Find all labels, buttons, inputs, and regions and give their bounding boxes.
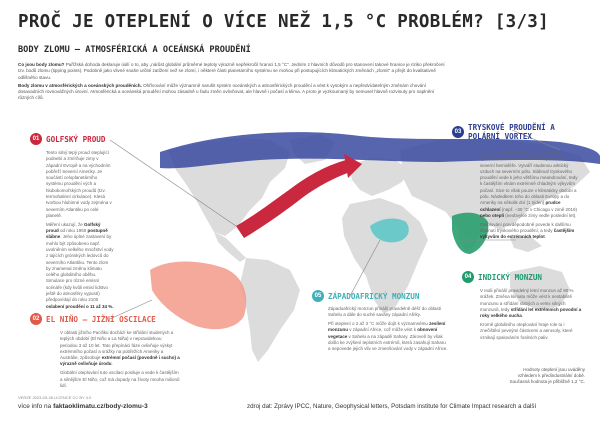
el-nino-area [150, 262, 246, 330]
section-03-paragraph-1: Tryskové proudění a polární vortex jsou významné součásti atmosférické proudění v severní hemisféře. Vytváří studenou arktický vzduch na severním pólu. Slábnutí tryskového proudění vede k jeho většímu meandrování, tedy k častějším vlnám extrémně chladným výkyvům počasí. Sice to však pouze v klimaticky období a pólu. Následkem toho do oblasti Evropy a do Ameriky na několik dní (1 týden) prudce ochlazení (např. −30 °C v Chicagu v zimě 2019) nebo oteplí (neobvyklé zimy vedle poslední let). [480, 150, 578, 218]
section-05-title: ZÁPADOAFRICKÝ MONZUN [328, 291, 420, 301]
section-02-title: EL NIÑO – JIŽNÍ OSCILACE [46, 314, 156, 324]
version-label: VERZE 2023-03-28 LICENCE CC BY 4.0 [18, 395, 92, 400]
section-02-header [30, 313, 156, 325]
section-01-number: 01 [30, 133, 42, 145]
intro-text-2: Ohřívování může významně narušit systém oceánských a atmosférických proudění a vést k vysokým a nepředvídatelným změnám chování dosavadních rovnovážných úrovní. Atmosférická a oceánská proudění mohou zásadně u řadu změn ovlivňovat, ale hlavně i počasí a klima. A proto je vyzkoumaný by nemusel hlavně rozvinuty pro naplnění různých cílů. [18, 82, 435, 101]
section-05-body [328, 306, 448, 355]
section-03-number: 03 [452, 126, 464, 138]
section-01-title: GOLFSKÝ PROUD [46, 134, 106, 144]
source-line: zdroj dat: Zprávy IPCC, Nature, Geophysical letters, Potsdam institute for Climate Impact research a další [247, 403, 537, 410]
section-04-header [462, 271, 542, 283]
page-title: PROČ JE OTEPLENÍ O VÍCE NEŽ 1,5 °C PROBLÉM? [3/3] [18, 12, 549, 32]
section-04-paragraph-1: V Indii přináší pravidelný letní monzun až 90 % srážek. Změna klimatu může vést k nestabilitě monzunu a střídání slabých a velmi silných monzunů, tedy střídání let extrémních povodní a roky velkého sucha. [480, 288, 582, 319]
section-02-paragraph-2: Globální oteplování tuto oscilaci posiluje a vede k častějším a silnějším El Niño, což má dopady na životy mnoha milionů lidí. [60, 370, 180, 388]
section-04-number: 04 [462, 271, 474, 283]
section-05-header [312, 290, 419, 302]
map-note: Hodnoty oteplení jsou uváděny vzhledem k předindustriální době. Současná hodnota je přibližně 1,2 °C. [509, 367, 585, 384]
section-04-title: INDICKÝ MONZUN [478, 272, 543, 282]
section-01-paragraph-2: Měření ukazují, že Golfský proud od roku 1950 postupně slábne. Jeho úplné zastavení by mohlo být způsobeno např. uvolněním velkého množství vody z tajících grónských ledovců do severního Atlantiku. Tento zlom by znamenal změnu klimatu celého globálního oběhu. Simulace pro různé emisní scénáře (kdy kvůli emisí lidstvo ještě do atmosféry vypustí) předpovídají do roku 2100 oslabení proudění o 11 až 34 %. [46, 221, 114, 309]
intro-label-1: Co jsou body zlomu? [18, 62, 65, 67]
section-02-body [60, 330, 180, 392]
section-05-paragraph-2: Při oteplení o 2 až 3 °C může dojít k významnému zesílení monzunu v západní Africe, což může vést k obnovení vegetace v Sahelu a na západě Sahary. Zároveň by však došlo ke zvýšení teplotních extrémů, která zasahují Saharu a nepovede jejich vliv ve zmenšování vody v západní Africe. [328, 321, 448, 352]
section-02-number: 02 [30, 313, 42, 325]
section-04-paragraph-2: Kromě globálního oteplování hraje role tu i znečištění pevnými částicemi a aerosoly, které vznikají spalováním fosilních paliv. [480, 321, 573, 340]
intro-text-1: Pařížská dohoda deklaruje úsilí o to, aby „nárůst globální průměrné teploty výrazně nepřekročil hranici 1,5 °C“. Jedním z hlavních důvodů pro stanovení takové hranice je riziko překročení tzv. bodů zlomu (tipping points). Podobně jako vlivné snahe určité zatížení než se zlomí, i některé části planetárního systému se mohou při postupujících klimatických změnách „zlomit“ a přejít do kvalitativně odlišného stavu. [18, 62, 445, 80]
more-info-link[interactable]: faktaoklimatu.cz/body-zlomu-3 [53, 403, 148, 410]
section-04-body [480, 288, 584, 343]
section-05-number: 05 [312, 290, 324, 302]
section-03-header [452, 123, 578, 141]
section-01-paragraph-1: Tento silný tepý proud oteplující podnebí a zmírňuje zimy v západní Evropě a na východním pobřeží Severní Ameriky. Je součástí celoplanetárního systému proudění vých a hlubokomořských proudů (tzv. termohalinní cirkulace). Klesá tvorbou hlubinné vody zejména v severním Atlantiku po celé planetě. [46, 150, 112, 218]
section-01-header [30, 133, 105, 145]
section-03-title: TRYSKOVÉ PROUDĚNÍ A POLÁRNÍ VORTEX [468, 123, 555, 141]
section-03-paragraph-2: Oteplování pravděpodobně povede k dalšímu slábnutí tryskového proudění, a tedy častějším výkyvům do extrémních teplot. [480, 221, 575, 240]
section-05-paragraph-1: Západoafrický monzun přináší pravidelně déšť do oblasti Sahelu a dále do suché savany západní Afriky. [328, 306, 442, 318]
section-02-paragraph-1: V oblasti jižního Pacifiku dochází ke střídání studených a teplých období (El Niño a La Niña) v nepravidelnou periodou 3 až 10 let. Tato přepínáci fáze ovlivňuje výskyt extrémního počasí a srážky na pobřežích Ameriky a Austrálie, způsobuje extrémní počasí (povodně i sucho) a výrazně ovlivňuje úrodu. [60, 330, 180, 367]
more-info: více info na faktaoklimatu.cz/body-zlomu-3 [18, 403, 148, 410]
section-01-body [46, 150, 114, 312]
section-03-body [480, 150, 580, 243]
page-subtitle: BODY ZLOMU – ATMOSFÉRICKÁ A OCEÁNSKÁ PROUDĚNÍ [18, 45, 251, 55]
intro-text [18, 62, 448, 104]
intro-label-2: Body zlomu v atmosférických a oceánských prouděních. [18, 82, 142, 88]
